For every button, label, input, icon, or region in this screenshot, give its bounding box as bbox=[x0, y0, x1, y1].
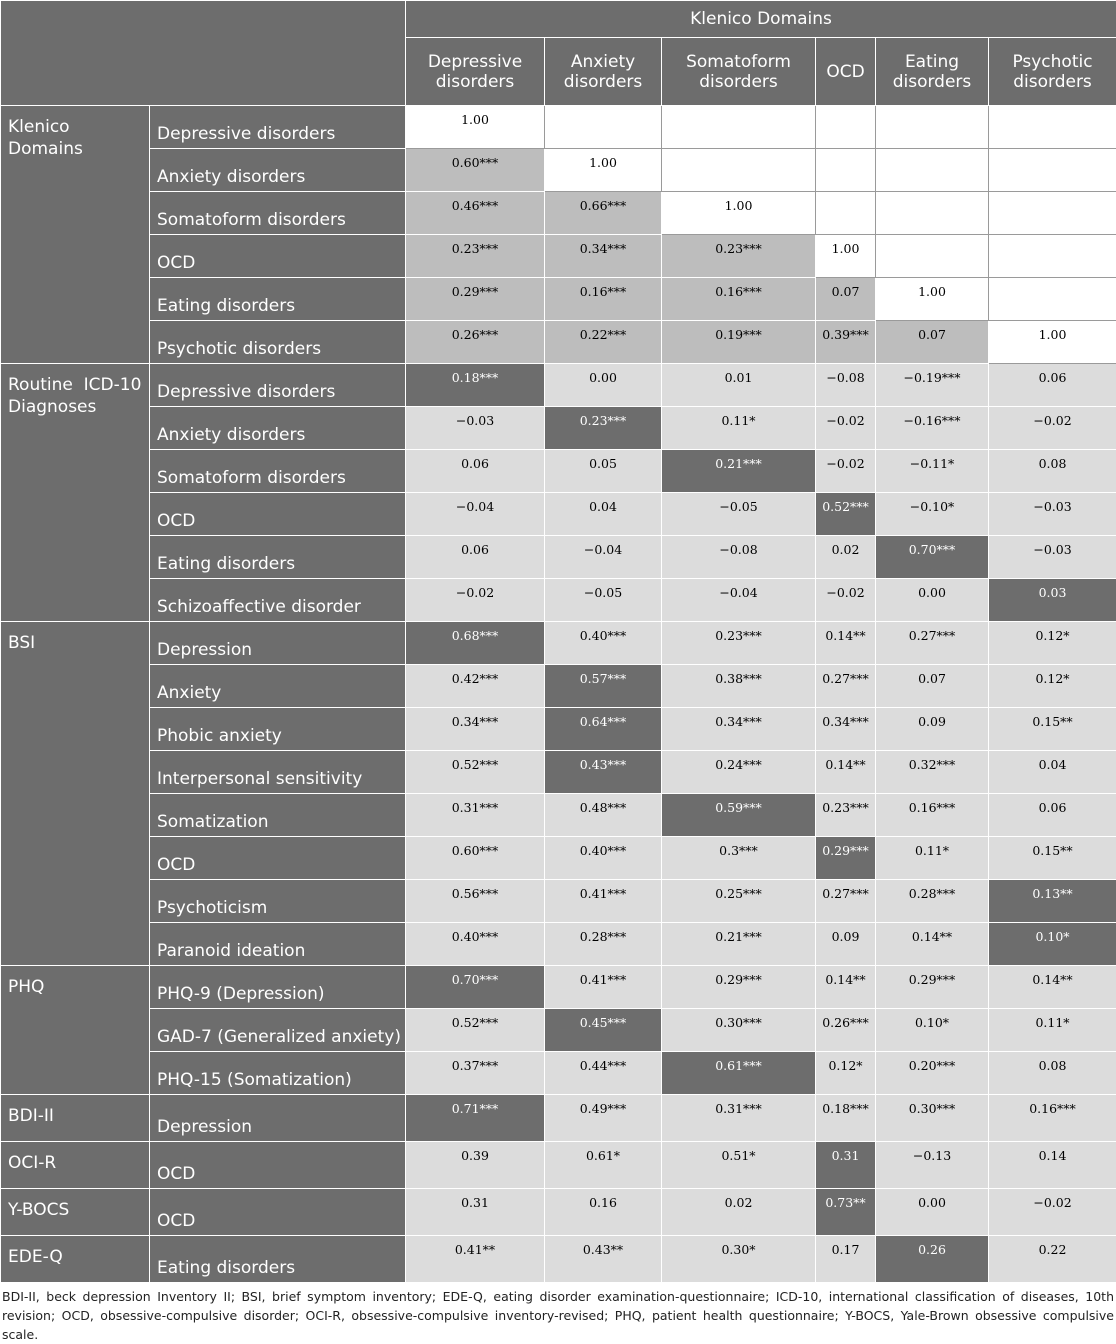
correlation-cell: −0.03 bbox=[989, 493, 1116, 536]
correlation-cell: 0.12* bbox=[989, 622, 1116, 665]
row-label: Depression bbox=[150, 622, 406, 665]
correlation-cell: 0.15** bbox=[989, 837, 1116, 880]
correlation-cell: 0.44*** bbox=[545, 1052, 662, 1095]
correlation-cell: 0.64*** bbox=[545, 708, 662, 751]
correlation-cell: 0.14** bbox=[876, 923, 989, 966]
correlation-cell bbox=[816, 149, 876, 192]
row-label: Somatoform disorders bbox=[150, 192, 406, 235]
row-group-label bbox=[1, 622, 150, 966]
row-group-label bbox=[1, 1142, 150, 1189]
correlation-cell: 0.23*** bbox=[662, 622, 816, 665]
correlation-cell: −0.10* bbox=[876, 493, 989, 536]
correlation-cell: 0.40*** bbox=[545, 622, 662, 665]
row-label: Somatization bbox=[150, 794, 406, 837]
row-label: OCD bbox=[150, 1142, 406, 1189]
column-header bbox=[406, 38, 545, 106]
correlation-cell: 0.26 bbox=[876, 1236, 989, 1283]
correlation-cell: 0.43*** bbox=[545, 751, 662, 794]
table-row bbox=[1, 407, 1116, 450]
row-label: Depressive disorders bbox=[150, 364, 406, 407]
correlation-cell: 0.15** bbox=[989, 708, 1116, 751]
correlation-cell: 0.06 bbox=[989, 364, 1116, 407]
correlation-cell: 0.10* bbox=[876, 1009, 989, 1052]
table-row bbox=[1, 1189, 1116, 1236]
column-header-line: Psychotic bbox=[1012, 52, 1092, 72]
column-header-line: disorders bbox=[893, 72, 972, 92]
row-label: Eating disorders bbox=[150, 278, 406, 321]
row-group-line: EDE-Q bbox=[8, 1247, 63, 1267]
correlation-cell: −0.19*** bbox=[876, 364, 989, 407]
correlation-cell: 0.40*** bbox=[406, 923, 545, 966]
correlation-cell: 0.48*** bbox=[545, 794, 662, 837]
table-row bbox=[1, 1142, 1116, 1189]
correlation-cell: 0.23*** bbox=[406, 235, 545, 278]
correlation-cell: 0.3*** bbox=[662, 837, 816, 880]
table-row bbox=[1, 966, 1116, 1009]
correlation-cell: 0.00 bbox=[876, 579, 989, 622]
correlation-cell: 0.57*** bbox=[545, 665, 662, 708]
table-row bbox=[1, 106, 1116, 149]
correlation-cell: 1.00 bbox=[545, 149, 662, 192]
row-label: Anxiety disorders bbox=[150, 149, 406, 192]
correlation-cell: 0.29*** bbox=[406, 278, 545, 321]
correlation-cell: 0.41*** bbox=[545, 880, 662, 923]
correlation-cell bbox=[989, 106, 1116, 149]
column-header-line: disorders bbox=[564, 72, 643, 92]
table-row bbox=[1, 321, 1116, 364]
correlation-cell: 0.60*** bbox=[406, 837, 545, 880]
row-label: Anxiety bbox=[150, 665, 406, 708]
row-label: Schizoaffective disorder bbox=[150, 579, 406, 622]
correlation-cell: −0.02 bbox=[816, 407, 876, 450]
correlation-cell: 0.03 bbox=[989, 579, 1116, 622]
table-row bbox=[1, 450, 1116, 493]
correlation-cell: 0.04 bbox=[989, 751, 1116, 794]
column-header bbox=[989, 38, 1116, 106]
column-header-line: Anxiety bbox=[571, 52, 635, 72]
table-row bbox=[1, 536, 1116, 579]
correlation-cell: 0.16*** bbox=[662, 278, 816, 321]
table-row bbox=[1, 235, 1116, 278]
correlation-cell: 0.23*** bbox=[662, 235, 816, 278]
correlation-cell: 0.23*** bbox=[816, 794, 876, 837]
row-group-line: Y-BOCS bbox=[8, 1200, 69, 1220]
correlation-cell: 0.46*** bbox=[406, 192, 545, 235]
correlation-cell bbox=[989, 192, 1116, 235]
row-group-label bbox=[1, 1236, 150, 1283]
table-row bbox=[1, 708, 1116, 751]
correlation-cell: 0.02 bbox=[816, 536, 876, 579]
row-label: PHQ-15 (Somatization) bbox=[150, 1052, 406, 1095]
correlation-cell: 0.12* bbox=[816, 1052, 876, 1095]
correlation-cell bbox=[816, 106, 876, 149]
correlation-cell: 0.07 bbox=[876, 665, 989, 708]
correlation-cell bbox=[989, 278, 1116, 321]
correlation-cell: 0.28*** bbox=[876, 880, 989, 923]
correlation-cell: 0.14** bbox=[816, 966, 876, 1009]
table-row bbox=[1, 880, 1116, 923]
correlation-cell: 0.18*** bbox=[816, 1095, 876, 1142]
correlation-cell: 0.40*** bbox=[545, 837, 662, 880]
correlation-cell: −0.03 bbox=[989, 536, 1116, 579]
correlation-cell: 0.34*** bbox=[662, 708, 816, 751]
correlation-cell: 0.23*** bbox=[545, 407, 662, 450]
column-header-line: Somatoform bbox=[686, 52, 791, 72]
column-header bbox=[876, 38, 989, 106]
correlation-cell: 0.10* bbox=[989, 923, 1116, 966]
correlation-cell: 0.52*** bbox=[406, 751, 545, 794]
correlation-cell: 0.24*** bbox=[662, 751, 816, 794]
correlation-cell: −0.08 bbox=[816, 364, 876, 407]
row-label: OCD bbox=[150, 235, 406, 278]
table-row bbox=[1, 493, 1116, 536]
correlation-cell: 0.51* bbox=[662, 1142, 816, 1189]
correlation-cell: 1.00 bbox=[406, 106, 545, 149]
correlation-cell: 0.70*** bbox=[876, 536, 989, 579]
column-header-line: Eating bbox=[905, 52, 959, 72]
correlation-cell: 0.17 bbox=[816, 1236, 876, 1283]
correlation-cell bbox=[662, 106, 816, 149]
correlation-cell: 0.19*** bbox=[662, 321, 816, 364]
correlation-cell: 0.34*** bbox=[545, 235, 662, 278]
correlation-cell bbox=[876, 235, 989, 278]
row-label: Eating disorders bbox=[150, 1236, 406, 1283]
correlation-cell: −0.04 bbox=[545, 536, 662, 579]
table-row bbox=[1, 1236, 1116, 1283]
correlation-cell: 0.66*** bbox=[545, 192, 662, 235]
row-group-line: PHQ bbox=[8, 977, 44, 997]
correlation-cell bbox=[545, 106, 662, 149]
correlation-cell: −0.04 bbox=[662, 579, 816, 622]
correlation-cell: 0.60*** bbox=[406, 149, 545, 192]
correlation-cell: 0.31*** bbox=[406, 794, 545, 837]
correlation-cell: 0.00 bbox=[876, 1189, 989, 1236]
table-row bbox=[1, 1009, 1116, 1052]
correlation-cell: 0.73** bbox=[816, 1189, 876, 1236]
correlation-cell: 0.06 bbox=[406, 450, 545, 493]
correlation-cell bbox=[662, 149, 816, 192]
row-label: Depression bbox=[150, 1095, 406, 1142]
row-label: Eating disorders bbox=[150, 536, 406, 579]
row-group-label bbox=[1, 1095, 150, 1142]
correlation-cell: 0.41** bbox=[406, 1236, 545, 1283]
row-label: Anxiety disorders bbox=[150, 407, 406, 450]
correlation-cell: 0.29*** bbox=[816, 837, 876, 880]
column-header bbox=[816, 38, 876, 106]
correlation-cell: 0.37*** bbox=[406, 1052, 545, 1095]
correlation-cell: 0.31 bbox=[406, 1189, 545, 1236]
correlation-cell bbox=[816, 192, 876, 235]
correlation-cell: 0.39*** bbox=[816, 321, 876, 364]
row-label: OCD bbox=[150, 837, 406, 880]
table-row bbox=[1, 665, 1116, 708]
table-footnote: BDI-II, beck depression Inventory II; BSI, brief symptom inventory; EDE-Q, eating disorder examination-questionnaire; ICD-10, international classification of diseases, 10th revision; OCD, obsessive-compulsive disorder; OCI-R, obsessive-compulsive inventory-revised; PHQ, patient health questionnaire; Y-BOCS, Yale-Brown obsessive compulsive scale. bbox=[0, 1283, 1116, 1344]
table-row bbox=[1, 923, 1116, 966]
correlation-cell: 0.27*** bbox=[816, 880, 876, 923]
correlation-cell: 0.29*** bbox=[876, 966, 989, 1009]
column-header bbox=[545, 38, 662, 106]
correlation-cell: 0.34*** bbox=[406, 708, 545, 751]
correlation-cell: −0.05 bbox=[662, 493, 816, 536]
correlation-cell: 0.31*** bbox=[662, 1095, 816, 1142]
correlation-cell bbox=[876, 192, 989, 235]
table-row bbox=[1, 149, 1116, 192]
row-label: Paranoid ideation bbox=[150, 923, 406, 966]
correlation-cell: 0.28*** bbox=[545, 923, 662, 966]
correlation-cell: 0.59*** bbox=[662, 794, 816, 837]
correlation-cell: 1.00 bbox=[989, 321, 1116, 364]
correlation-cell: 0.52*** bbox=[816, 493, 876, 536]
column-header-line: disorders bbox=[436, 72, 515, 92]
correlation-cell: 0.52*** bbox=[406, 1009, 545, 1052]
correlation-cell: −0.03 bbox=[406, 407, 545, 450]
correlation-cell: 0.16*** bbox=[545, 278, 662, 321]
correlation-cell: −0.02 bbox=[989, 407, 1116, 450]
correlation-cell: 0.41*** bbox=[545, 966, 662, 1009]
correlation-cell: 0.11* bbox=[876, 837, 989, 880]
correlation-cell: 0.07 bbox=[876, 321, 989, 364]
correlation-cell: −0.02 bbox=[816, 579, 876, 622]
correlation-cell: 0.45*** bbox=[545, 1009, 662, 1052]
correlation-cell: 0.16*** bbox=[989, 1095, 1116, 1142]
row-group-line: Routine ICD-10 bbox=[8, 375, 141, 395]
correlation-cell: −0.11* bbox=[876, 450, 989, 493]
correlation-cell: −0.05 bbox=[545, 579, 662, 622]
row-group-line: Domains bbox=[8, 139, 83, 159]
correlation-cell: 0.01 bbox=[662, 364, 816, 407]
correlation-cell bbox=[876, 149, 989, 192]
correlation-cell: 0.14 bbox=[989, 1142, 1116, 1189]
correlation-cell: 0.26*** bbox=[406, 321, 545, 364]
correlation-cell: 0.09 bbox=[816, 923, 876, 966]
row-label: Psychoticism bbox=[150, 880, 406, 923]
row-group-line: OCI-R bbox=[8, 1153, 56, 1173]
row-group-label bbox=[1, 1189, 150, 1236]
correlation-cell: 0.06 bbox=[989, 794, 1116, 837]
row-group-line: Klenico bbox=[8, 117, 70, 137]
correlation-cell: 0.39 bbox=[406, 1142, 545, 1189]
table-row bbox=[1, 1052, 1116, 1095]
klenico-domains-header: Klenico Domains bbox=[406, 1, 1116, 38]
table-row bbox=[1, 579, 1116, 622]
row-label: Depressive disorders bbox=[150, 106, 406, 149]
row-group-line: Diagnoses bbox=[8, 397, 96, 417]
column-header-line: OCD bbox=[826, 62, 864, 82]
correlation-cell: 0.22 bbox=[989, 1236, 1116, 1283]
correlation-cell bbox=[876, 106, 989, 149]
row-label: OCD bbox=[150, 1189, 406, 1236]
correlation-cell: 0.13** bbox=[989, 880, 1116, 923]
correlation-cell: 0.61* bbox=[545, 1142, 662, 1189]
table-row bbox=[1, 837, 1116, 880]
correlation-cell: 0.30* bbox=[662, 1236, 816, 1283]
correlation-cell: 0.49*** bbox=[545, 1095, 662, 1142]
correlation-cell: 0.70*** bbox=[406, 966, 545, 1009]
correlation-cell: 1.00 bbox=[662, 192, 816, 235]
table-row bbox=[1, 192, 1116, 235]
correlation-cell: 0.16*** bbox=[876, 794, 989, 837]
table-body bbox=[1, 106, 1116, 1283]
correlation-cell: 0.09 bbox=[876, 708, 989, 751]
correlation-cell: 0.34*** bbox=[816, 708, 876, 751]
correlation-cell: 0.26*** bbox=[816, 1009, 876, 1052]
correlation-cell: −0.08 bbox=[662, 536, 816, 579]
correlation-cell: 0.14** bbox=[816, 751, 876, 794]
correlation-cell: 0.56*** bbox=[406, 880, 545, 923]
correlation-cell: 0.30*** bbox=[876, 1095, 989, 1142]
correlation-cell: 0.04 bbox=[545, 493, 662, 536]
row-label: OCD bbox=[150, 493, 406, 536]
correlation-cell: 0.38*** bbox=[662, 665, 816, 708]
correlation-cell: 0.27*** bbox=[876, 622, 989, 665]
table-row bbox=[1, 794, 1116, 837]
correlation-cell: 0.20*** bbox=[876, 1052, 989, 1095]
row-group-label bbox=[1, 966, 150, 1095]
correlation-cell: 0.29*** bbox=[662, 966, 816, 1009]
row-group-line: BSI bbox=[8, 633, 35, 653]
correlation-cell: 0.21*** bbox=[662, 923, 816, 966]
row-label: GAD-7 (Generalized anxiety) bbox=[150, 1009, 406, 1052]
row-label: Psychotic disorders bbox=[150, 321, 406, 364]
row-group-label bbox=[1, 106, 150, 364]
correlation-cell: 0.00 bbox=[545, 364, 662, 407]
correlation-cell: 0.11* bbox=[989, 1009, 1116, 1052]
correlation-cell: 0.05 bbox=[545, 450, 662, 493]
correlation-cell: 0.12* bbox=[989, 665, 1116, 708]
row-label: PHQ-9 (Depression) bbox=[150, 966, 406, 1009]
row-label: Somatoform disorders bbox=[150, 450, 406, 493]
correlation-cell bbox=[989, 149, 1116, 192]
correlation-cell: −0.02 bbox=[989, 1189, 1116, 1236]
correlation-cell: 0.22*** bbox=[545, 321, 662, 364]
correlation-cell: −0.16*** bbox=[876, 407, 989, 450]
row-group-line: BDI-II bbox=[8, 1106, 54, 1126]
correlation-cell: 0.08 bbox=[989, 450, 1116, 493]
correlation-cell: 0.11* bbox=[662, 407, 816, 450]
correlation-cell: 1.00 bbox=[816, 235, 876, 278]
correlation-cell: 0.07 bbox=[816, 278, 876, 321]
correlation-cell: 1.00 bbox=[876, 278, 989, 321]
correlation-cell: 0.71*** bbox=[406, 1095, 545, 1142]
table-row bbox=[1, 1095, 1116, 1142]
column-header-line: Depressive bbox=[428, 52, 522, 72]
correlation-cell bbox=[989, 235, 1116, 278]
row-label: Interpersonal sensitivity bbox=[150, 751, 406, 794]
correlation-cell: 0.14** bbox=[816, 622, 876, 665]
correlation-cell: 0.27*** bbox=[816, 665, 876, 708]
corner-cell bbox=[1, 1, 406, 106]
table-row bbox=[1, 278, 1116, 321]
row-label: Phobic anxiety bbox=[150, 708, 406, 751]
correlation-cell: 0.61*** bbox=[662, 1052, 816, 1095]
column-header bbox=[662, 38, 816, 106]
correlation-cell: 0.18*** bbox=[406, 364, 545, 407]
correlation-cell: 0.14** bbox=[989, 966, 1116, 1009]
table-row bbox=[1, 622, 1116, 665]
correlation-cell: 0.08 bbox=[989, 1052, 1116, 1095]
correlation-cell: 0.68*** bbox=[406, 622, 545, 665]
correlation-cell: 0.42*** bbox=[406, 665, 545, 708]
correlation-cell: 0.43** bbox=[545, 1236, 662, 1283]
correlation-cell: 0.30*** bbox=[662, 1009, 816, 1052]
column-header-line: disorders bbox=[1013, 72, 1092, 92]
table-row bbox=[1, 751, 1116, 794]
correlation-cell: 0.32*** bbox=[876, 751, 989, 794]
table-row bbox=[1, 364, 1116, 407]
correlation-cell: 0.31 bbox=[816, 1142, 876, 1189]
correlation-cell: −0.13 bbox=[876, 1142, 989, 1189]
correlation-cell: −0.02 bbox=[816, 450, 876, 493]
correlation-cell: 0.02 bbox=[662, 1189, 816, 1236]
correlation-cell: 0.21*** bbox=[662, 450, 816, 493]
correlation-cell: −0.02 bbox=[406, 579, 545, 622]
correlation-cell: 0.25*** bbox=[662, 880, 816, 923]
correlation-cell: −0.04 bbox=[406, 493, 545, 536]
row-group-label bbox=[1, 364, 150, 622]
correlation-cell: 0.16 bbox=[545, 1189, 662, 1236]
correlation-cell: 0.06 bbox=[406, 536, 545, 579]
column-header-line: disorders bbox=[699, 72, 778, 92]
